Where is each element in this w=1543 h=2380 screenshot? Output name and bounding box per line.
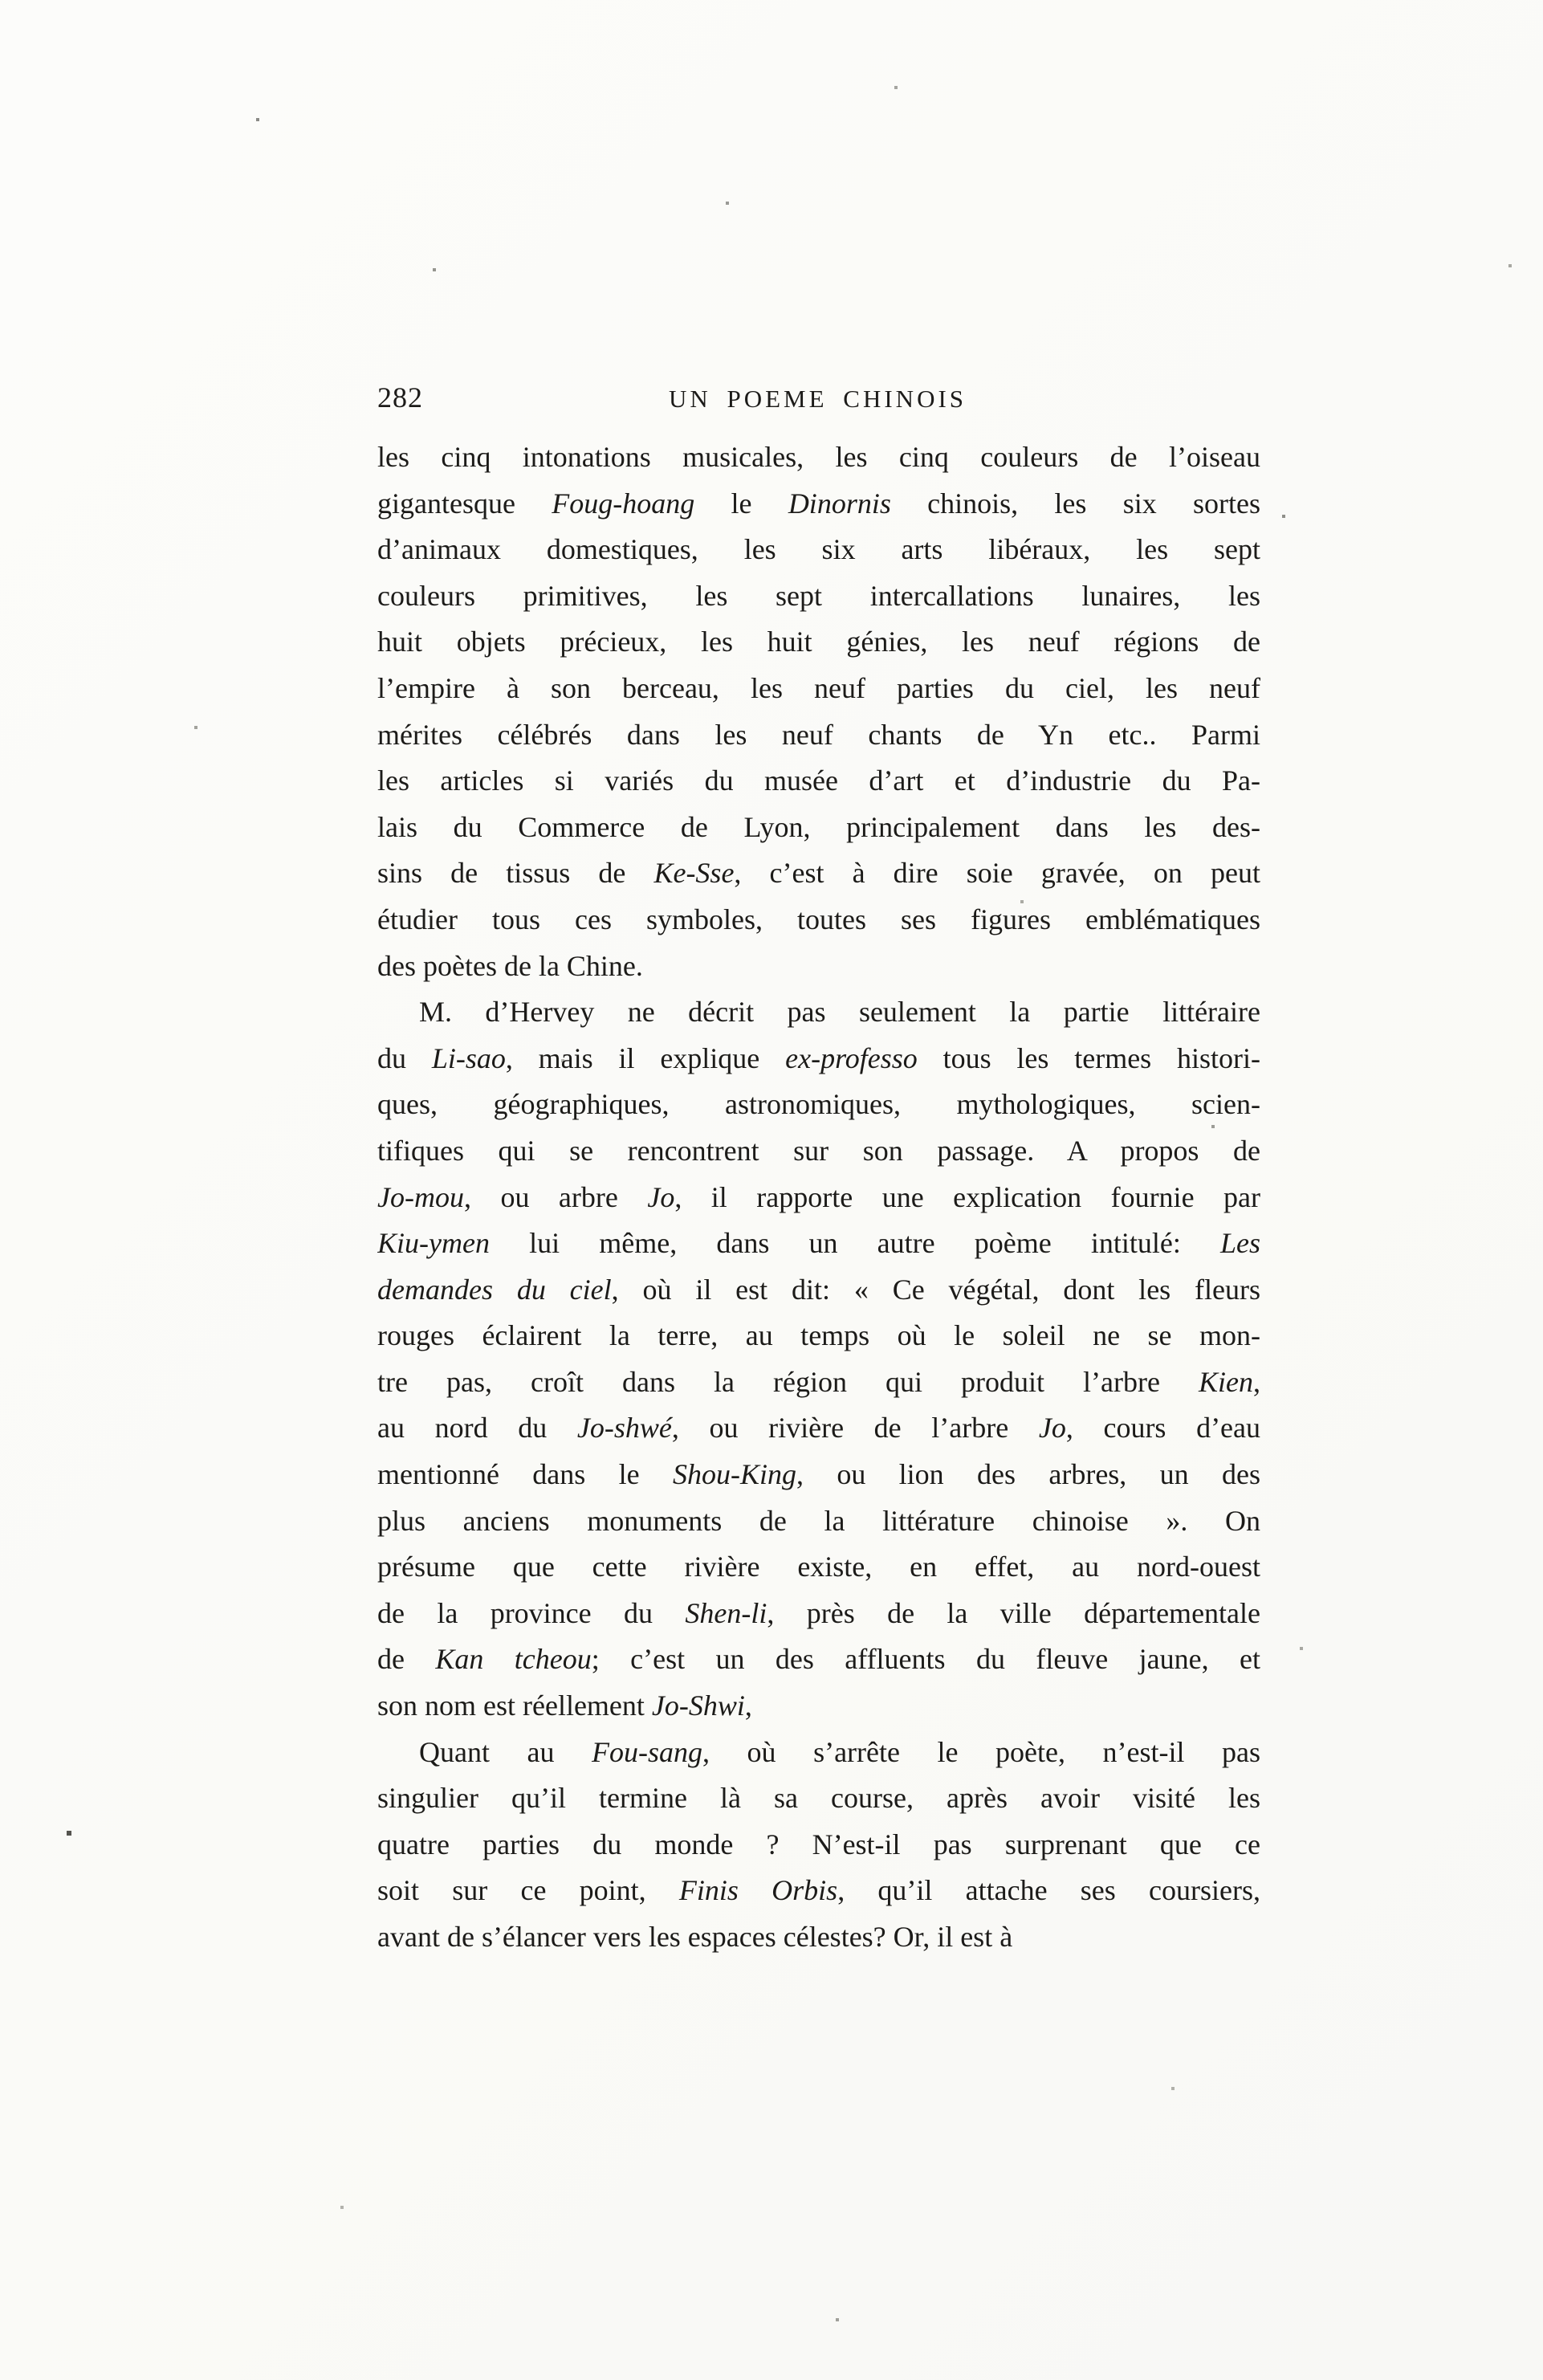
text-line: étudier tous ces symboles, toutes ses figures emblématiques (377, 903, 1260, 935)
scan-speckles (0, 0, 2, 2)
text-line: lais du Commerce de Lyon, principalement dans les des- (377, 810, 1260, 843)
text-line: l’empire à son berceau, les neuf parties du ciel, les neuf (377, 671, 1260, 704)
text-line: rouges éclairent la terre, au temps où le soleil ne se mon- (377, 1319, 1260, 1352)
text-line: gigantesque Foug-hoang le Dinornis chinois, les six sortes (377, 487, 1260, 520)
text-line: de la province du Shen-li, près de la ville départementale (377, 1596, 1260, 1629)
text-line: son nom est réellement Jo-Shwi, (377, 1689, 752, 1722)
text-line: plus anciens monuments de la littérature chinoise ». On (377, 1504, 1260, 1537)
text-line: du Li-sao, mais il explique ex-professo tous les termes histori- (377, 1041, 1260, 1074)
text-line: mérites célébrés dans les neuf chants de Yn etc.. Parmi (377, 718, 1260, 751)
text-line: demandes du ciel, où il est dit: « Ce végétal, dont les fleurs (377, 1273, 1260, 1306)
page-header (377, 381, 1260, 414)
text-line: sins de tissus de Ke-Sse, c’est à dire soie gravée, on peut (377, 857, 1260, 890)
text-line: tifiques qui se rencontrent sur son passage. A propos de (377, 1134, 1260, 1167)
running-title: UN POEME CHINOIS (668, 385, 967, 413)
text-line: couleurs primitives, les sept intercallations lunaires, les (377, 579, 1260, 612)
text-line: présume que cette rivière existe, en effet, au nord-ouest (377, 1551, 1260, 1583)
text-line: avant de s’élancer vers les espaces célestes? Or, il est à (377, 1921, 1013, 1953)
text-block (377, 434, 1260, 1961)
text-line: Quant au Fou-sang, où s’arrête le poète, n’est-il pas (419, 1735, 1260, 1768)
text-line: M. d’Hervey ne décrit pas seulement la partie littéraire (419, 996, 1260, 1029)
text-line: Jo-mou, ou arbre Jo, il rapporte une explication fournie par (377, 1180, 1260, 1213)
text-line: mentionné dans le Shou-King, ou lion des arbres, un des (377, 1458, 1260, 1491)
text-line: les cinq intonations musicales, les cinq couleurs de l’oiseau (377, 441, 1260, 473)
text-line: de Kan tcheou; c’est un des affluents du fleuve jaune, et (377, 1643, 1260, 1676)
text-line: huit objets précieux, les huit génies, les neuf régions de (377, 626, 1260, 658)
text-line: quatre parties du monde ? N’est-il pas surprenant que ce (377, 1828, 1260, 1860)
text-line: les articles si variés du musée d’art et d’industrie du Pa- (377, 764, 1260, 797)
text-line: soit sur ce point, Finis Orbis, qu’il attache ses coursiers, (377, 1874, 1260, 1907)
text-line: singulier qu’il termine là sa course, après avoir visité les (377, 1782, 1260, 1815)
text-line: Kiu-ymen lui même, dans un autre poème intitulé: Les (377, 1227, 1260, 1260)
text-line: d’animaux domestiques, les six arts libéraux, les sept (377, 533, 1260, 566)
text-line: ques, géographiques, astronomiques, mythologiques, scien- (377, 1088, 1260, 1121)
text-line: des poètes de la Chine. (377, 949, 643, 982)
page-number: 282 (377, 381, 423, 414)
text-line: au nord du Jo-shwé, ou rivière de l’arbre Jo, cours d’eau (377, 1412, 1260, 1445)
text-line: tre pas, croît dans la région qui produit l’arbre Kien, (377, 1365, 1260, 1398)
